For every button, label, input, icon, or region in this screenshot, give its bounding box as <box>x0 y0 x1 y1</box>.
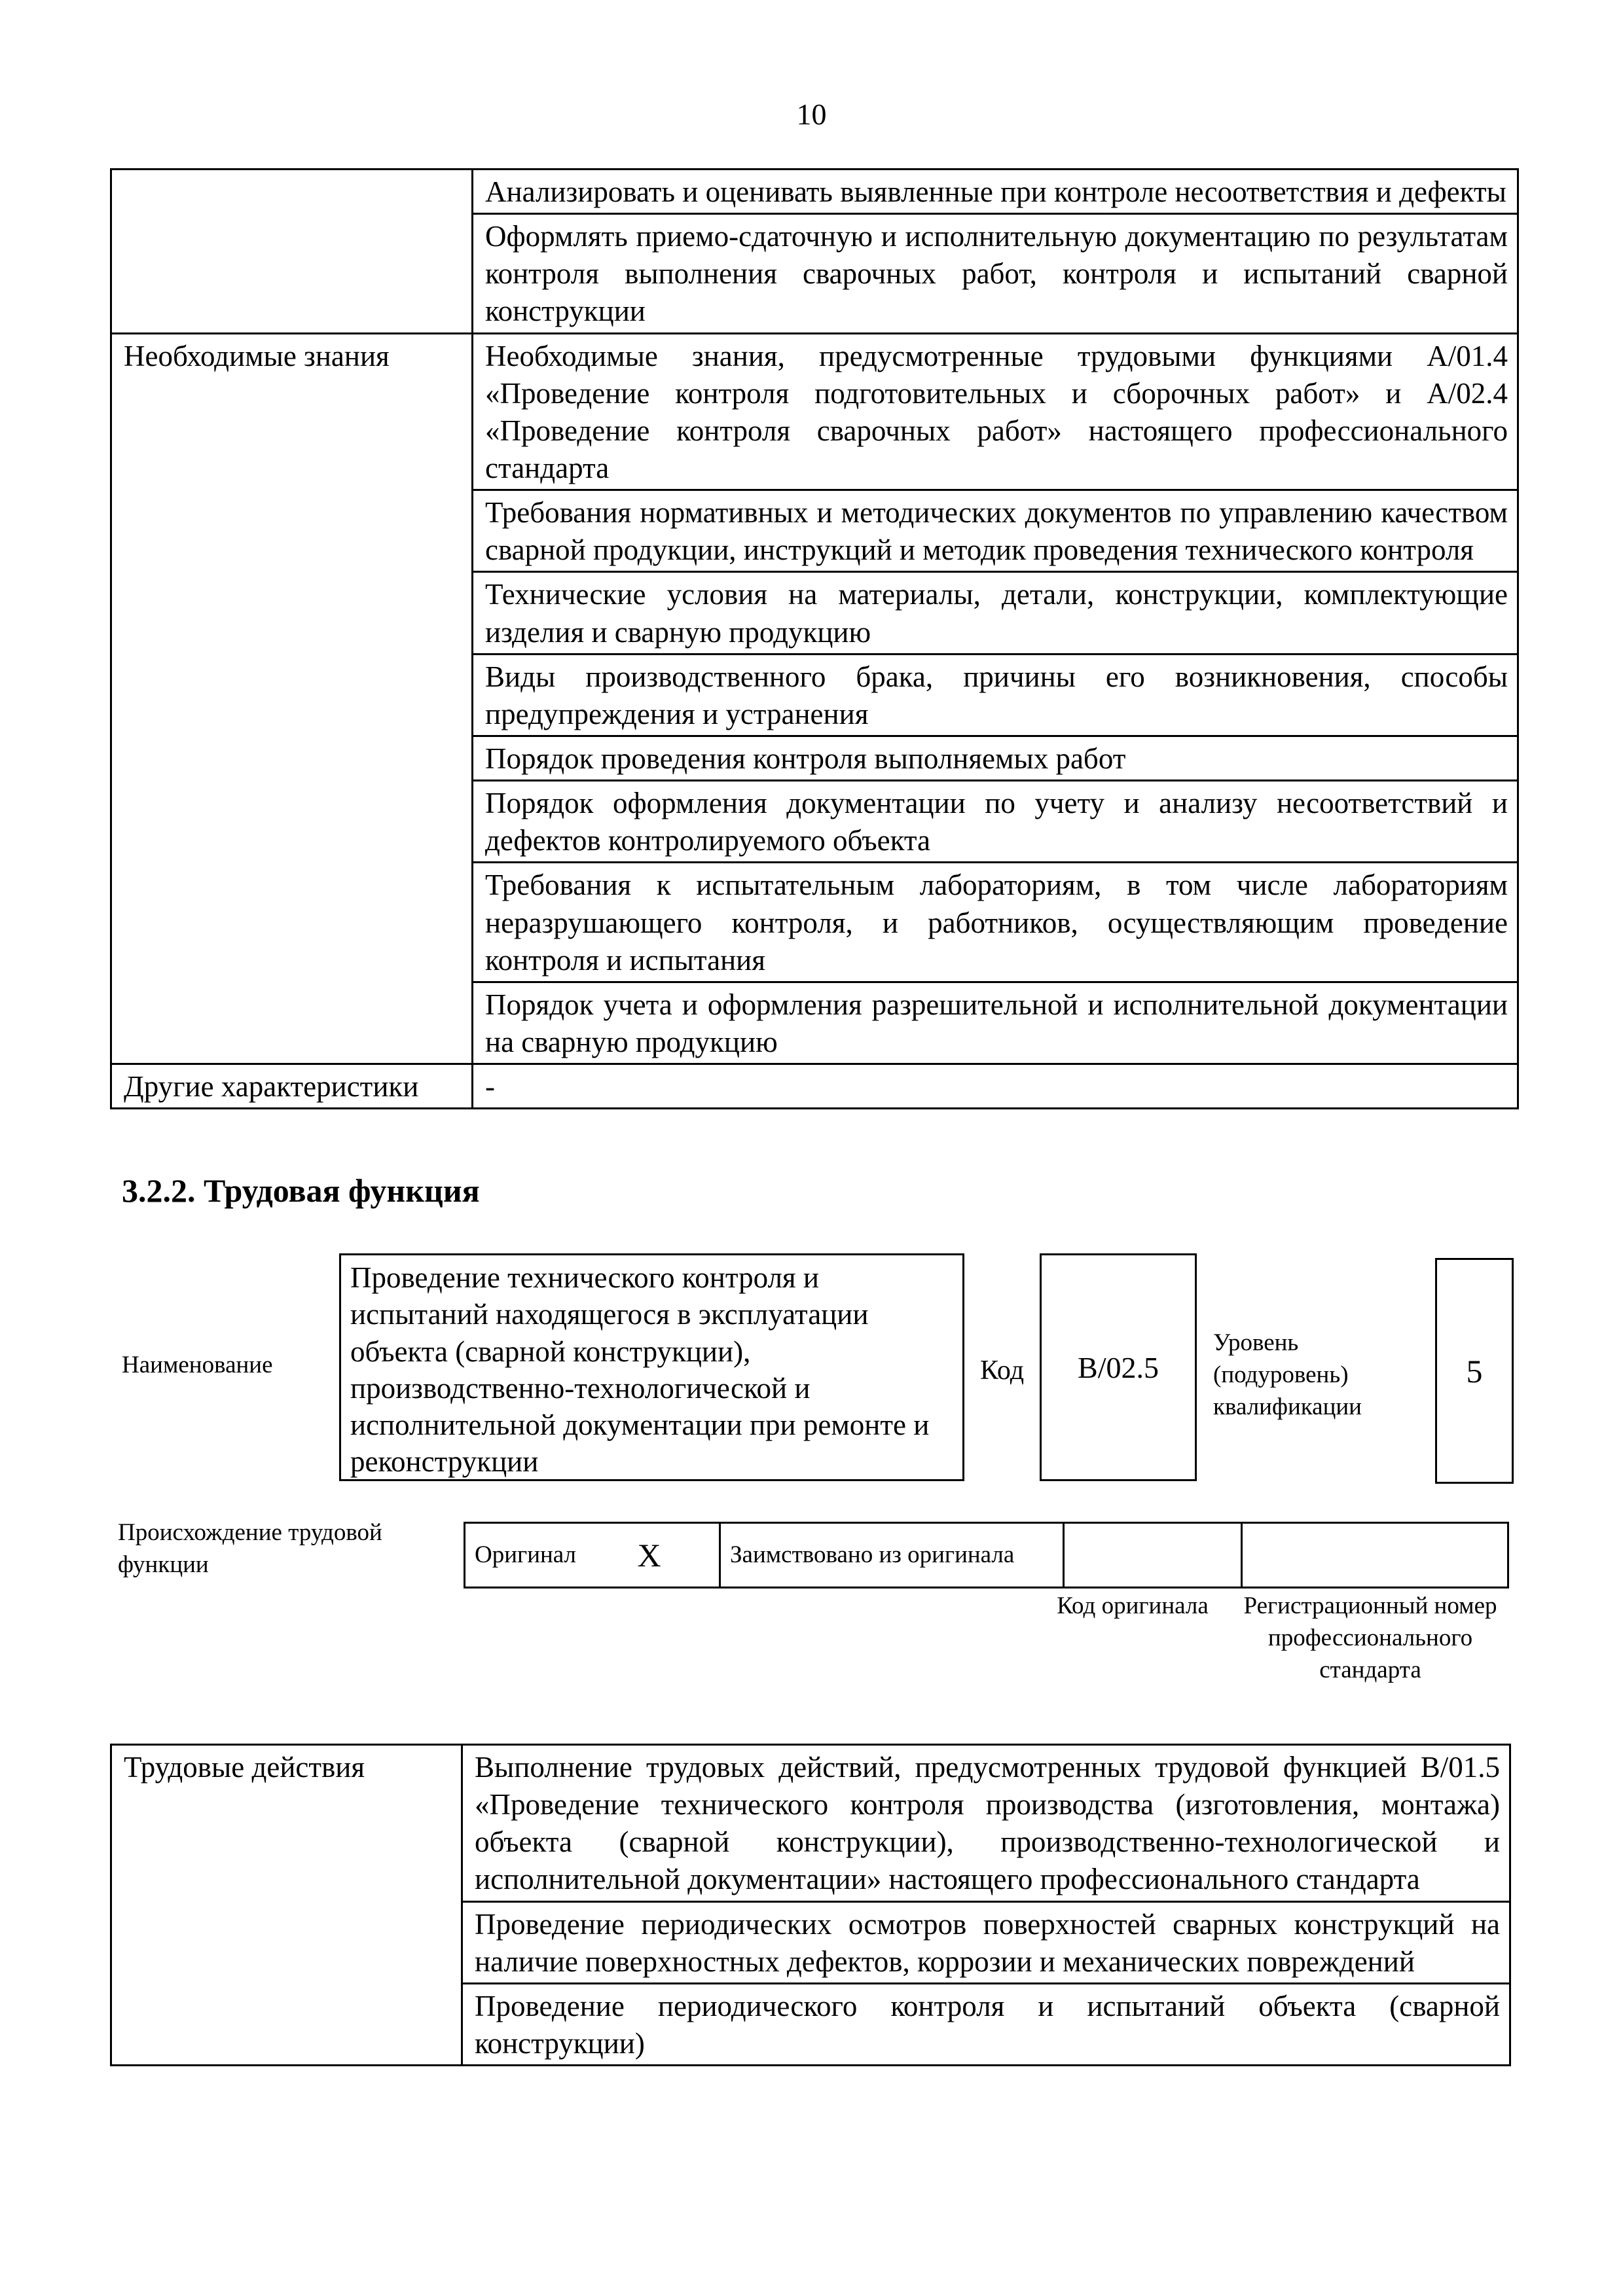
knowledge-item: Технические условия на материалы, детали, конструкции, комплектующие изделия и сварную продукцию <box>473 572 1518 654</box>
knowledge-item: Порядок учета и оформления разрешительной и исполнительной документации на сварную продукцию <box>473 982 1518 1064</box>
qualification-level-box: 5 <box>1435 1258 1514 1484</box>
knowledge-item: Порядок оформления документации по учету и анализу несоответствий и дефектов контролируемого объекта <box>473 781 1518 863</box>
skill-item: Оформлять приемо-сдаточную и исполнительную документацию по результатам контроля выполнения сварочных работ, контроля и испытаний сварной конструкции <box>473 214 1518 333</box>
table-row <box>111 1745 1510 1902</box>
knowledge-item: Порядок проведения контроля выполняемых работ <box>473 736 1518 780</box>
other-characteristics-value: - <box>473 1064 1518 1109</box>
knowledge-item: Требования нормативных и методических документов по управлению качеством сварной продукции, инструкций и методик проведения технического контроля <box>473 490 1518 572</box>
knowledge-label: Необходимые знания <box>111 333 473 1064</box>
knowledge-item: Виды производственного брака, причины его возникновения, способы предупреждения и устранения <box>473 654 1518 736</box>
code-value-box: B/02.5 <box>1040 1253 1197 1481</box>
qualification-level-label: Уровень (подуровень) квалификации <box>1213 1329 1362 1420</box>
page-number: 10 <box>796 98 827 131</box>
origin-table <box>464 1522 1509 1588</box>
table-row <box>111 1064 1518 1109</box>
code-label: Код <box>980 1355 1025 1386</box>
table-row <box>465 1523 1508 1588</box>
name-label: Наименование <box>122 1352 273 1378</box>
skills-label-cell <box>111 170 473 334</box>
skill-item: Анализировать и оценивать выявленные при контроле несоответствия и дефекты <box>473 170 1518 214</box>
labor-action-item: Проведение периодического контроля и испытаний объекта (сварной конструкции) <box>462 1983 1510 2065</box>
origin-label: Происхождение трудовой функции <box>118 1519 382 1578</box>
labor-actions-label: Трудовые действия <box>111 1745 462 2066</box>
origin-code-caption: Код оригинала <box>1057 1592 1209 1619</box>
section-title: 3.2.2. Трудовая функция <box>122 1172 480 1209</box>
origin-code-cell <box>1064 1523 1242 1588</box>
origin-mark: X <box>629 1523 720 1588</box>
table-row <box>111 170 1518 214</box>
knowledge-item: Необходимые знания, предусмотренные трудовыми функциями A/01.4 «Проведение контроля подготовительных и сборочных работ» и A/02.4 «Проведение контроля сварочных работ» настоящего профессионального стандарта <box>473 333 1518 490</box>
table-row <box>111 333 1518 490</box>
function-name-box: Проведение технического контроля и испытаний находящегося в эксплуатации объекта (сварной конструкции), производственно-технологической и исполнительной документации при ремонте и реконструкции <box>339 1253 964 1481</box>
other-characteristics-label: Другие характеристики <box>111 1064 473 1109</box>
registration-number-caption: Регистрационный номер профессионального стандарта <box>1243 1592 1497 1683</box>
origin-original-label: Оригинал <box>465 1523 629 1588</box>
origin-regnum-cell <box>1242 1523 1508 1588</box>
labor-action-item: Проведение периодических осмотров поверхностей сварных конструкций на наличие поверхностных дефектов, коррозии и механических повреждений <box>462 1901 1510 1983</box>
labor-actions-table <box>110 1744 1511 2066</box>
origin-borrowed-label: Заимствовано из оригинала <box>720 1523 1064 1588</box>
knowledge-item: Требования к испытательным лабораториям, в том числе лабораториям неразрушающего контроля, и работников, осуществляющим проведение контроля и испытания <box>473 863 1518 982</box>
labor-action-item: Выполнение трудовых действий, предусмотренных трудовой функцией B/01.5 «Проведение технического контроля производства (изготовления, монтажа) объекта (сварной конструкции), производственно-технологической и исполнительной документации» настоящего профессионального стандарта <box>462 1745 1510 1902</box>
requirements-table <box>110 168 1519 1109</box>
